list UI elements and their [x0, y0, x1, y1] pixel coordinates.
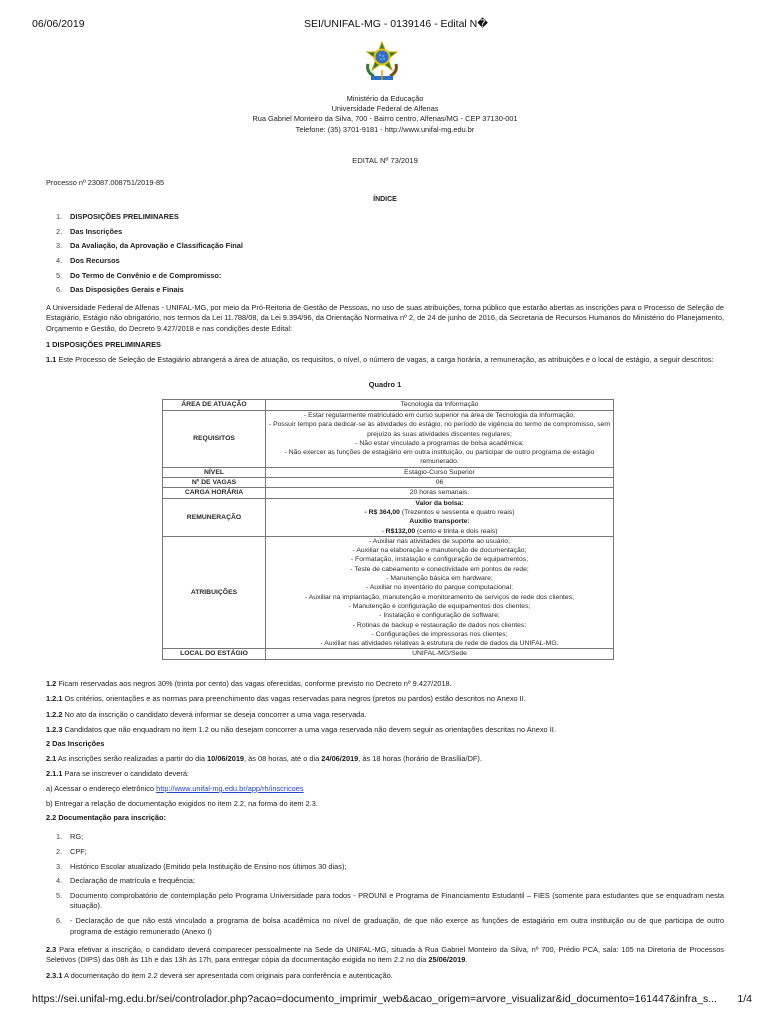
brazil-coat-of-arms-icon — [362, 40, 402, 86]
section2-heading — [46, 739, 724, 749]
transporte-amount: R$132,00 — [385, 527, 416, 535]
indice-number: 5. — [56, 270, 63, 280]
transporte-line — [268, 527, 611, 536]
inscricoes-link[interactable]: http://www.unifal-mg.edu.br/app/rh/inscricoes — [156, 784, 304, 793]
item-number: 2.1.1 — [46, 769, 63, 778]
indice-label: Das Disposições Gerais e Finais — [70, 285, 184, 295]
paragraph-1-2 — [46, 679, 724, 689]
page-number: 1/4 — [737, 993, 752, 1005]
paragraph-2-3 — [46, 945, 724, 966]
item-number: 1.2 — [46, 679, 57, 688]
indice-list — [56, 212, 243, 300]
requisito-item: - Não exercer as funções de estagiário em outra instituição, ou participar de outro programa de estágio remunerado. — [284, 449, 595, 466]
paragraph-text: A documentação do item 2.2 deverá ser apresentada com originais para conferência e autenticação. — [62, 971, 393, 980]
indice-item — [56, 241, 243, 256]
paragraph-2-b: b) Entregar a relação de documentação exigidos no item 2.2, na forma do item 2.3. — [46, 799, 318, 808]
documento-item — [56, 916, 724, 937]
item-number: 1.2.1 — [46, 694, 63, 703]
processo-number: Processo nº 23087.008751/2019-85 — [46, 178, 165, 187]
paragraph-text: Ficam reservadas aos negros 30% (trinta por cento) das vagas oferecidas, conforme previsto no Decreto nº 9.427/2018. — [56, 679, 452, 688]
area-label: ÁREA DE ATUAÇÃO — [163, 400, 266, 411]
table-row — [163, 411, 614, 468]
list-number: 2. — [56, 846, 63, 856]
atribuicao-item: - Auxiliar na elaboração e manutenção de documentação; — [352, 547, 527, 555]
documento-text: CPF; — [70, 846, 87, 856]
paragraph-2-3-1 — [46, 971, 724, 981]
documento-item — [56, 832, 724, 842]
paragraph-text: Este Processo de Seleção de Estagiário abrangerá a área de atuação, os requisitos, o nível, o número de vagas, a carga horária, a remuneração, as atribuições e o local de estágio, a seguir descritos: — [56, 355, 714, 364]
atribuicao-item: - Manutenção e configuração de equipamentos dos clientes; — [348, 602, 531, 610]
quadro-title: Quadro 1 — [368, 380, 402, 389]
list-number: 3. — [56, 861, 63, 871]
requisito-item: - Não estar vinculado a programas de bolsa acadêmica; — [355, 439, 524, 447]
local-value: UNIFAL-MG/Sede — [266, 649, 614, 659]
paragraph-text: As inscrições serão realizadas a partir do dia — [56, 754, 208, 763]
indice-item — [56, 285, 243, 300]
item-number: 2.3 — [46, 945, 57, 954]
paragraph-1-2-1 — [46, 694, 724, 704]
list-number: 4. — [56, 876, 63, 886]
requisito-item: - Possuir tempo para dedicar-se às atividades do estágio, no período de vigência do termo de compromisso, sem prejuízo às suas atividades discentes regulares; — [268, 421, 611, 438]
section-heading-text: 2 Das Inscrições — [46, 739, 105, 748]
documento-item — [56, 876, 724, 886]
end-date: 24/06/2019 — [321, 754, 359, 763]
paragraph-2-1 — [46, 754, 724, 764]
atribuicao-item: - Formatação, instalação e configuração de equipamentos; — [350, 556, 529, 564]
documento-text: RG; — [70, 832, 84, 841]
documento-text: Histórico Escolar atualizado (Emitido pela Instituição de Ensino nos últimos 30 dias); — [70, 861, 347, 871]
atribuicao-item: - Auxiliar na implantação, manutenção e monitoramento de serviços de rede dos clientes; — [304, 593, 574, 601]
print-date: 06/06/2019 — [32, 18, 85, 30]
indice-number: 3. — [56, 241, 63, 251]
indice-number: 2. — [56, 226, 63, 236]
paragraph-2-1-1 — [46, 769, 724, 779]
indice-label: Do Termo de Convênio e de Compromisso: — [70, 270, 222, 280]
bolsa-amount: R$ 364,00 — [368, 508, 400, 516]
list-number: 1. — [56, 832, 63, 841]
ministry-name: Ministério da Educação — [346, 94, 424, 103]
transporte-title-text: Auxílio transporte: — [409, 518, 470, 526]
print-title: SEI/UNIFAL-MG - 0139146 - Edital N� — [303, 18, 489, 30]
list-number: 6. — [56, 916, 63, 926]
table-row — [163, 400, 614, 411]
atribuicao-item: - Auxiliar nas atividades de suporte ao usuário; — [369, 537, 510, 545]
carga-label: CARGA HORÁRIA — [163, 488, 266, 498]
university-address: Rua Gabriel Monteiro da Silva, 700 - Bairro centro, Alfenas/MG - CEP 37130-001 — [252, 114, 518, 124]
print-header — [0, 18, 770, 32]
paragraph-text: Para se inscrever o candidato deverá: — [62, 769, 189, 778]
documento-item — [56, 891, 724, 912]
university-contact: Telefone: (35) 3701-9181 - http://www.unifal-mg.edu.br — [295, 124, 475, 134]
table-row — [163, 488, 614, 498]
indice-title: ÍNDICE — [373, 196, 397, 203]
bullet-dash: - — [381, 527, 386, 535]
paragraph-1-2-2 — [46, 710, 724, 720]
university-name: Universidade Federal de Alfenas — [331, 104, 439, 114]
print-url: https://sei.unifal-mg.edu.br/sei/controlador.php?acao=documento_imprimir_web&acao_origem=arvore_visualizar&id_documento=161447&infra_s... — [32, 993, 717, 1005]
indice-number: 1. — [56, 212, 63, 221]
bolsa-title-text: Valor da bolsa: — [415, 499, 464, 507]
atribuicoes-label: ATRIBUIÇÕES — [163, 536, 266, 649]
atribuicao-item: - Rotinas de backup e restauração de dados nos clientes; — [352, 621, 527, 629]
documento-item — [56, 862, 724, 872]
documento-text: - Declaração de que não está vinculado a programa de bolsa acadêmica no nível de graduação, de que não exerce as funções de estagiário em outra instituição ou de que participa de outro programa de estágio remunerado (Anexo I) — [70, 916, 724, 936]
paragraph-text: Candidatos que não enquadram no item 1.2 ou não desejam concorrer a uma vaga reservada não devem seguir as orientações descritas no Anexo II. — [62, 725, 556, 734]
indice-item — [56, 256, 243, 271]
list-number: 5. — [56, 891, 63, 901]
local-label: LOCAL DO ESTÁGIO — [163, 649, 266, 659]
item-number: 1.1 — [46, 355, 57, 364]
atribuicoes-value — [266, 536, 614, 649]
indice-label: Da Avaliação, da Aprovação e Classificação Final — [70, 241, 243, 251]
quadro-1-table — [162, 399, 614, 660]
paragraph-text: Para efetivar a inscrição, o candidato deverá comparecer pessoalmente na Sede da UNIFAL-MG, situada à Rua Gabriel Monteiro da Silva, nº 700, Prédio PCA, sala: 105 na Diretoria de Processos Seletivos (DIPS) das 08h às 11h e das 13h às 17h, para entregar cópia da documentação exigida no item 2.2 no dia — [46, 945, 724, 965]
indice-label: DISPOSIÇÕES PRELIMINARES — [70, 212, 179, 221]
table-row — [163, 467, 614, 477]
bolsa-amount-words: (Trezentos e sessenta e quatro reais) — [399, 508, 515, 516]
letterhead — [0, 94, 770, 135]
item-number: 2.3.1 — [46, 971, 63, 980]
documentos-list — [56, 832, 724, 941]
delivery-date: 25/06/2019 — [428, 955, 466, 965]
vagas-value: 06 — [266, 478, 614, 488]
documento-text: Declaração de matrícula e frequência; — [70, 876, 195, 886]
bolsa-title — [268, 499, 611, 508]
indice-label: Das Inscrições — [70, 226, 123, 236]
section-heading-text: 1 DISPOSIÇÕES PRELIMINARES — [46, 340, 161, 349]
paragraph-text: No ato da inscrição o candidato deverá informar se deseja concorrer a uma vaga reservada. — [62, 710, 367, 719]
table-row — [163, 536, 614, 649]
bullet-dash: - — [364, 508, 369, 516]
paragraph-2-a — [46, 784, 724, 794]
paragraph-text: . — [465, 955, 468, 965]
indice-item — [56, 271, 243, 286]
transporte-title — [268, 517, 611, 526]
indice-item — [56, 227, 243, 242]
subsection-heading-text: 2.2 Documentação para inscrição: — [46, 813, 166, 822]
requisito-item: - Estar regularmente matriculado em curso superior na área de Tecnologia da Informação; — [303, 412, 576, 419]
requisitos-label: REQUISITOS — [163, 411, 266, 468]
start-date: 10/06/2019 — [207, 754, 245, 763]
requisitos-value — [266, 411, 614, 468]
vagas-label: Nº DE VAGAS — [163, 478, 266, 488]
paragraph-1-2-3 — [46, 725, 724, 735]
table-row — [163, 498, 614, 536]
section1-heading — [46, 340, 724, 350]
atribuicao-item: - Instalação e configuração de software; — [379, 612, 500, 620]
intro-paragraph: A Universidade Federal de Alfenas - UNIFAL-MG, por meio da Pró-Reitoria de Gestão de Pessoas, no uso de suas atribuições, torna público que estarão abertas as inscrições para o Processo de Seleção de Estagiário, Estágio não obrigatório, nos termos da Lei 11.788/08, da Lei 9.394/96, da Orientação Normativa nº 2, de 24 de junho de 2016, da Secretaria de Recursos Humanos do Ministério do Planejamento, Orçamento e Gestão, do Decreto 9.427/2018 e nas condições deste Edital: — [46, 303, 724, 333]
documento-item — [56, 847, 724, 857]
edital-title: EDITAL Nº 73/2019 — [352, 156, 418, 165]
nivel-value: Estágio-Curso Superior — [266, 467, 614, 477]
table-row — [163, 478, 614, 488]
item-number: 2.1 — [46, 754, 57, 763]
indice-item — [56, 212, 243, 227]
atribuicao-item: - Auxiliar nas atividades relativas à estrutura de rede de dados da UNIFAL-MG. — [320, 640, 559, 648]
bolsa-line — [268, 508, 611, 517]
paragraph-text: a) Acessar o endereço eletrônico — [46, 784, 157, 793]
carga-value: 20 horas semanais. — [266, 488, 614, 498]
indice-number: 4. — [56, 256, 63, 266]
area-value: Tecnologia da Informação — [266, 400, 614, 411]
atribuicao-item: - Manutenção básica em hardware; — [386, 575, 493, 583]
indice-label: Dos Recursos — [70, 256, 120, 266]
section2-2-heading — [46, 813, 724, 823]
remuneracao-label: REMUNERAÇÃO — [163, 498, 266, 536]
paragraph-text: , às 18 horas (horário de Brasília/DF). — [358, 754, 482, 763]
documento-text: Documento comprobatório de contemplação pelo Programa Universidade para todos - PROUNI e Programa de Financiamento Estudantil – FIES (somente para estudantes que se enquadram nesta situação). — [70, 891, 724, 911]
atribuicao-item: - Teste de cabeamento e conectividade em pontos de rede; — [350, 565, 529, 573]
transporte-amount-words: (cento e trinta e dois reais) — [415, 527, 498, 535]
remuneracao-value — [266, 498, 614, 536]
table-row — [163, 649, 614, 659]
paragraph-text: , às 08 horas, até o dia — [244, 754, 322, 763]
atribuicao-item: - Configurações de impressoras nos clientes; — [371, 630, 508, 638]
paragraph-1-1 — [46, 355, 724, 365]
paragraph-text: Os critérios, orientações e as normas para preenchimento das vagas reservadas para negros (pretos ou pardos) estão descritos no Anexo II. — [62, 694, 526, 703]
item-number: 1.2.3 — [46, 725, 63, 734]
item-number: 1.2.2 — [46, 710, 63, 719]
atribuicao-item: - Auxiliar no inventário do parque computacional; — [366, 584, 513, 592]
indice-number: 6. — [56, 285, 63, 295]
nivel-label: NÍVEL — [163, 467, 266, 477]
